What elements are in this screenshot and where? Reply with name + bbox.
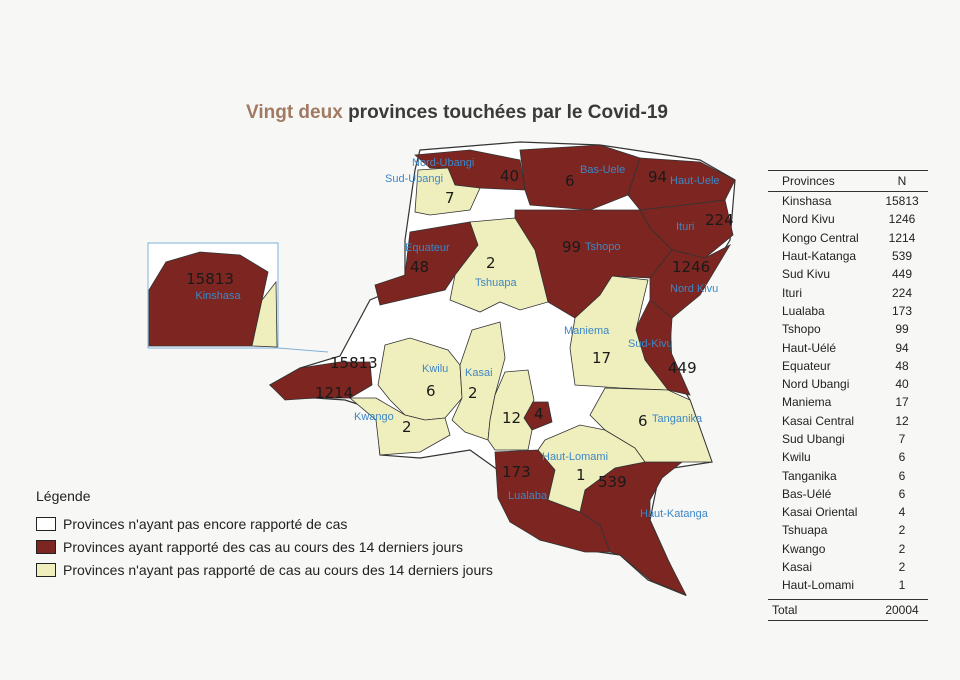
total-value: 20004 xyxy=(885,602,919,617)
row-province: Bas-Uélé xyxy=(782,486,832,501)
row-count: 7 xyxy=(898,432,906,446)
label-sud-kivu: Sud-Kivu xyxy=(628,338,673,350)
table-total-row xyxy=(768,599,928,621)
count-lualaba: 173 xyxy=(502,463,531,481)
legend-item xyxy=(36,558,493,581)
legend-title: Légende xyxy=(36,488,91,504)
row-count: 17 xyxy=(895,395,909,410)
table-row xyxy=(768,485,928,503)
label-tanganika: Tanganika xyxy=(652,413,703,425)
table-row xyxy=(768,338,928,356)
table-row xyxy=(768,229,928,247)
count-haut-katanga: 539 xyxy=(598,473,627,491)
row-count: 539 xyxy=(891,249,913,264)
count-kwango: 2 xyxy=(402,418,412,436)
legend-item xyxy=(36,512,493,535)
row-province: Tanganika xyxy=(782,468,837,483)
table-row xyxy=(768,430,928,448)
count-haut-lomami: 1 xyxy=(576,466,586,484)
table-row xyxy=(768,540,928,558)
count-kasai: 2 xyxy=(468,384,478,402)
inset-value: 15813 xyxy=(186,270,234,288)
title-accent: Vingt deux xyxy=(246,102,343,123)
label-sud-ubangi: Sud-Ubangi xyxy=(385,173,444,185)
label-tshopo: Tshopo xyxy=(585,241,621,253)
row-count: 4 xyxy=(898,505,906,520)
row-count: 1214 xyxy=(888,230,916,245)
legend-swatch-reported xyxy=(36,540,56,554)
kinshasa-inset xyxy=(148,243,278,348)
table-row xyxy=(768,375,928,393)
row-province: Tshuapa xyxy=(782,523,828,538)
table-row xyxy=(768,412,928,430)
count-kasai-central: 12 xyxy=(502,409,522,427)
label-haut-katanga: Haut-Katanga xyxy=(640,508,708,520)
table-row xyxy=(768,357,928,375)
row-province: Kasai Oriental xyxy=(782,505,858,520)
label-lualaba: Lualaba xyxy=(508,490,548,502)
label-maniema: Maniema xyxy=(564,325,610,337)
inset-connector xyxy=(278,348,328,352)
title-rest: provinces touchées par le Covid-19 xyxy=(348,102,669,123)
count-kasai-oriental: 4 xyxy=(534,405,544,423)
row-province: Maniema xyxy=(782,395,832,410)
legend-swatch-no-recent xyxy=(36,563,56,577)
row-province: Sud Kivu xyxy=(782,267,831,282)
table-row xyxy=(768,503,928,521)
row-count: 6 xyxy=(898,450,906,465)
table-row xyxy=(768,393,928,411)
row-province: Kwilu xyxy=(782,450,811,465)
count-kwilu: 6 xyxy=(426,382,436,400)
table-row xyxy=(768,576,928,594)
table-row xyxy=(768,558,928,576)
label-kwilu: Kwilu xyxy=(422,363,449,375)
count-sud-kivu: 449 xyxy=(668,359,697,377)
legend-label: Provinces ayant rapporté des cas au cours des 14 derniers jours xyxy=(63,538,463,555)
count-equateur: 48 xyxy=(410,258,430,276)
row-count: 1246 xyxy=(888,212,916,227)
label-tshuapa: Tshuapa xyxy=(475,277,517,289)
row-province: Haut-Lomami xyxy=(782,578,855,593)
row-province: Kongo Central xyxy=(782,230,859,245)
table-row xyxy=(768,247,928,265)
legend-item xyxy=(36,535,493,558)
row-province: Tshopo xyxy=(782,322,821,337)
count-tshopo: 99 xyxy=(562,238,582,256)
row-province: Haut-Uélé xyxy=(782,340,837,355)
row-count: 12 xyxy=(895,413,909,428)
count-tshuapa: 2 xyxy=(486,254,496,272)
row-count: 449 xyxy=(891,267,913,282)
row-count: 48 xyxy=(895,358,909,373)
row-province: Kasai xyxy=(782,560,813,575)
table-body xyxy=(768,192,928,595)
label-haut-lomami: Haut-Lomami xyxy=(542,451,609,463)
count-kongo-central: 1214 xyxy=(315,384,354,402)
legend-label: Provinces n'ayant pas encore rapporté de cas xyxy=(63,515,348,532)
count-kinshasa: 15813 xyxy=(330,354,378,372)
table-row xyxy=(768,283,928,301)
count-tanganika: 6 xyxy=(638,412,648,430)
total-label: Total xyxy=(772,602,798,617)
header-n: N xyxy=(897,174,907,188)
count-ituri: 224 xyxy=(705,211,734,229)
row-province: Lualaba xyxy=(782,303,825,318)
row-province: Ituri xyxy=(782,285,803,300)
row-province: Haut-Katanga xyxy=(782,249,857,264)
inset-label: Kinshasa xyxy=(195,290,241,302)
row-count: 2 xyxy=(898,541,906,556)
count-nord-kivu: 1246 xyxy=(672,258,711,276)
table-row xyxy=(768,448,928,466)
count-maniema: 17 xyxy=(592,349,612,367)
table-row xyxy=(768,466,928,484)
table-row xyxy=(768,192,928,210)
count-nord-ubangi: 40 xyxy=(500,167,520,185)
row-count: 99 xyxy=(895,322,909,337)
map-legend xyxy=(36,488,493,581)
table-header xyxy=(768,171,928,192)
row-province: Kinshasa xyxy=(782,194,832,209)
label-nord-ubangi: Nord-Ubangi xyxy=(412,157,475,169)
table-row xyxy=(768,320,928,338)
cases-table xyxy=(768,170,928,621)
row-province: Nord Kivu xyxy=(782,212,835,227)
label-kwango: Kwango xyxy=(354,411,394,423)
row-count: 40 xyxy=(895,377,909,392)
row-count: 173 xyxy=(891,303,913,318)
table-row xyxy=(768,302,928,320)
legend-label: Provinces n'ayant pas rapporté de cas au cours des 14 derniers jours xyxy=(63,561,493,578)
label-equateur: Equateur xyxy=(405,242,450,254)
label-nord-kivu: Nord Kivu xyxy=(670,283,719,295)
row-count: 2 xyxy=(898,523,906,538)
row-count: 224 xyxy=(891,285,913,300)
row-province: Nord Ubangi xyxy=(782,377,850,392)
row-province: Kwango xyxy=(782,541,826,556)
label-ituri: Ituri xyxy=(676,221,695,233)
table-row xyxy=(768,265,928,283)
label-bas-uele: Bas-Uele xyxy=(580,164,626,176)
row-count: 6 xyxy=(898,468,906,483)
legend-swatch-no-case xyxy=(36,517,56,531)
row-count: 2 xyxy=(898,560,906,575)
row-count: 15813 xyxy=(885,194,919,209)
row-province: Equateur xyxy=(782,358,831,373)
row-province: Sud Ubangi xyxy=(782,432,845,446)
header-provinces: Provinces xyxy=(782,174,835,188)
row-province: Kasai Central xyxy=(782,413,855,428)
row-count: 6 xyxy=(898,486,906,501)
row-count: 94 xyxy=(895,340,909,355)
label-haut-uele: Haut-Uele xyxy=(670,175,720,187)
count-sud-ubangi: 7 xyxy=(445,189,455,207)
table-row xyxy=(768,521,928,539)
count-haut-uele: 94 xyxy=(648,168,668,186)
table-row xyxy=(768,210,928,228)
label-kasai: Kasai xyxy=(465,367,493,379)
row-count: 1 xyxy=(898,578,906,593)
count-bas-uele: 6 xyxy=(565,172,575,190)
